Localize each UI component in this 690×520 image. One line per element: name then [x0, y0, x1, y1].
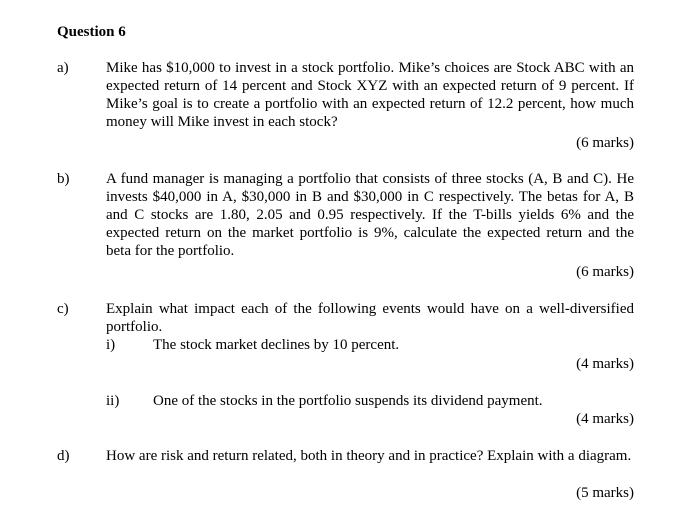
- part-a-label: a): [57, 60, 69, 76]
- part-d-marks: (5 marks): [576, 485, 634, 501]
- part-d-text: How are risk and return related, both in theory and in practice? Explain with a diagram.: [106, 448, 632, 464]
- part-c-sub-i-text: The stock market declines by 10 percent.: [153, 337, 400, 353]
- question-title: Question 6: [57, 24, 126, 40]
- part-a-text: Mike has $10,000 to invest in a stock portfolio. Mike’s choices are Stock ABC with an expected return of 14 percent and Stock XYZ with an expected return of 9 percent. If Mike’s goal is to create a portfolio with an expected return of 12.2 percent, how much money will Mike invest in each stock?: [106, 60, 634, 130]
- part-b-text: A fund manager is managing a portfolio that consists of three stocks (A, B and C). He invests $40,000 in A, $30,000 in B and $30,000 in C respectively. The betas for A, B and C stocks are 1.80, 2.05 and 0.95 respectively. If the T-bills yields 6% and the expected return on the market portfolio is 9%, calculate the expected return and the beta for the portfolio.: [106, 171, 634, 259]
- part-b-label: b): [57, 171, 70, 187]
- part-c-text: Explain what impact each of the following events would have on a well-diversified portfolio.: [106, 301, 634, 335]
- part-c-sub-i-marks: (4 marks): [576, 356, 634, 372]
- part-c-label: c): [57, 301, 69, 317]
- part-b-marks: (6 marks): [576, 264, 634, 280]
- part-c-sub-ii-text: One of the stocks in the portfolio suspends its dividend payment.: [153, 393, 543, 409]
- part-d-label: d): [57, 448, 70, 464]
- part-c-sub-ii-marks: (4 marks): [576, 411, 634, 427]
- part-a-marks: (6 marks): [576, 135, 634, 151]
- part-c-sub-ii-number: ii): [106, 393, 120, 409]
- part-c-sub-i-number: i): [106, 337, 116, 353]
